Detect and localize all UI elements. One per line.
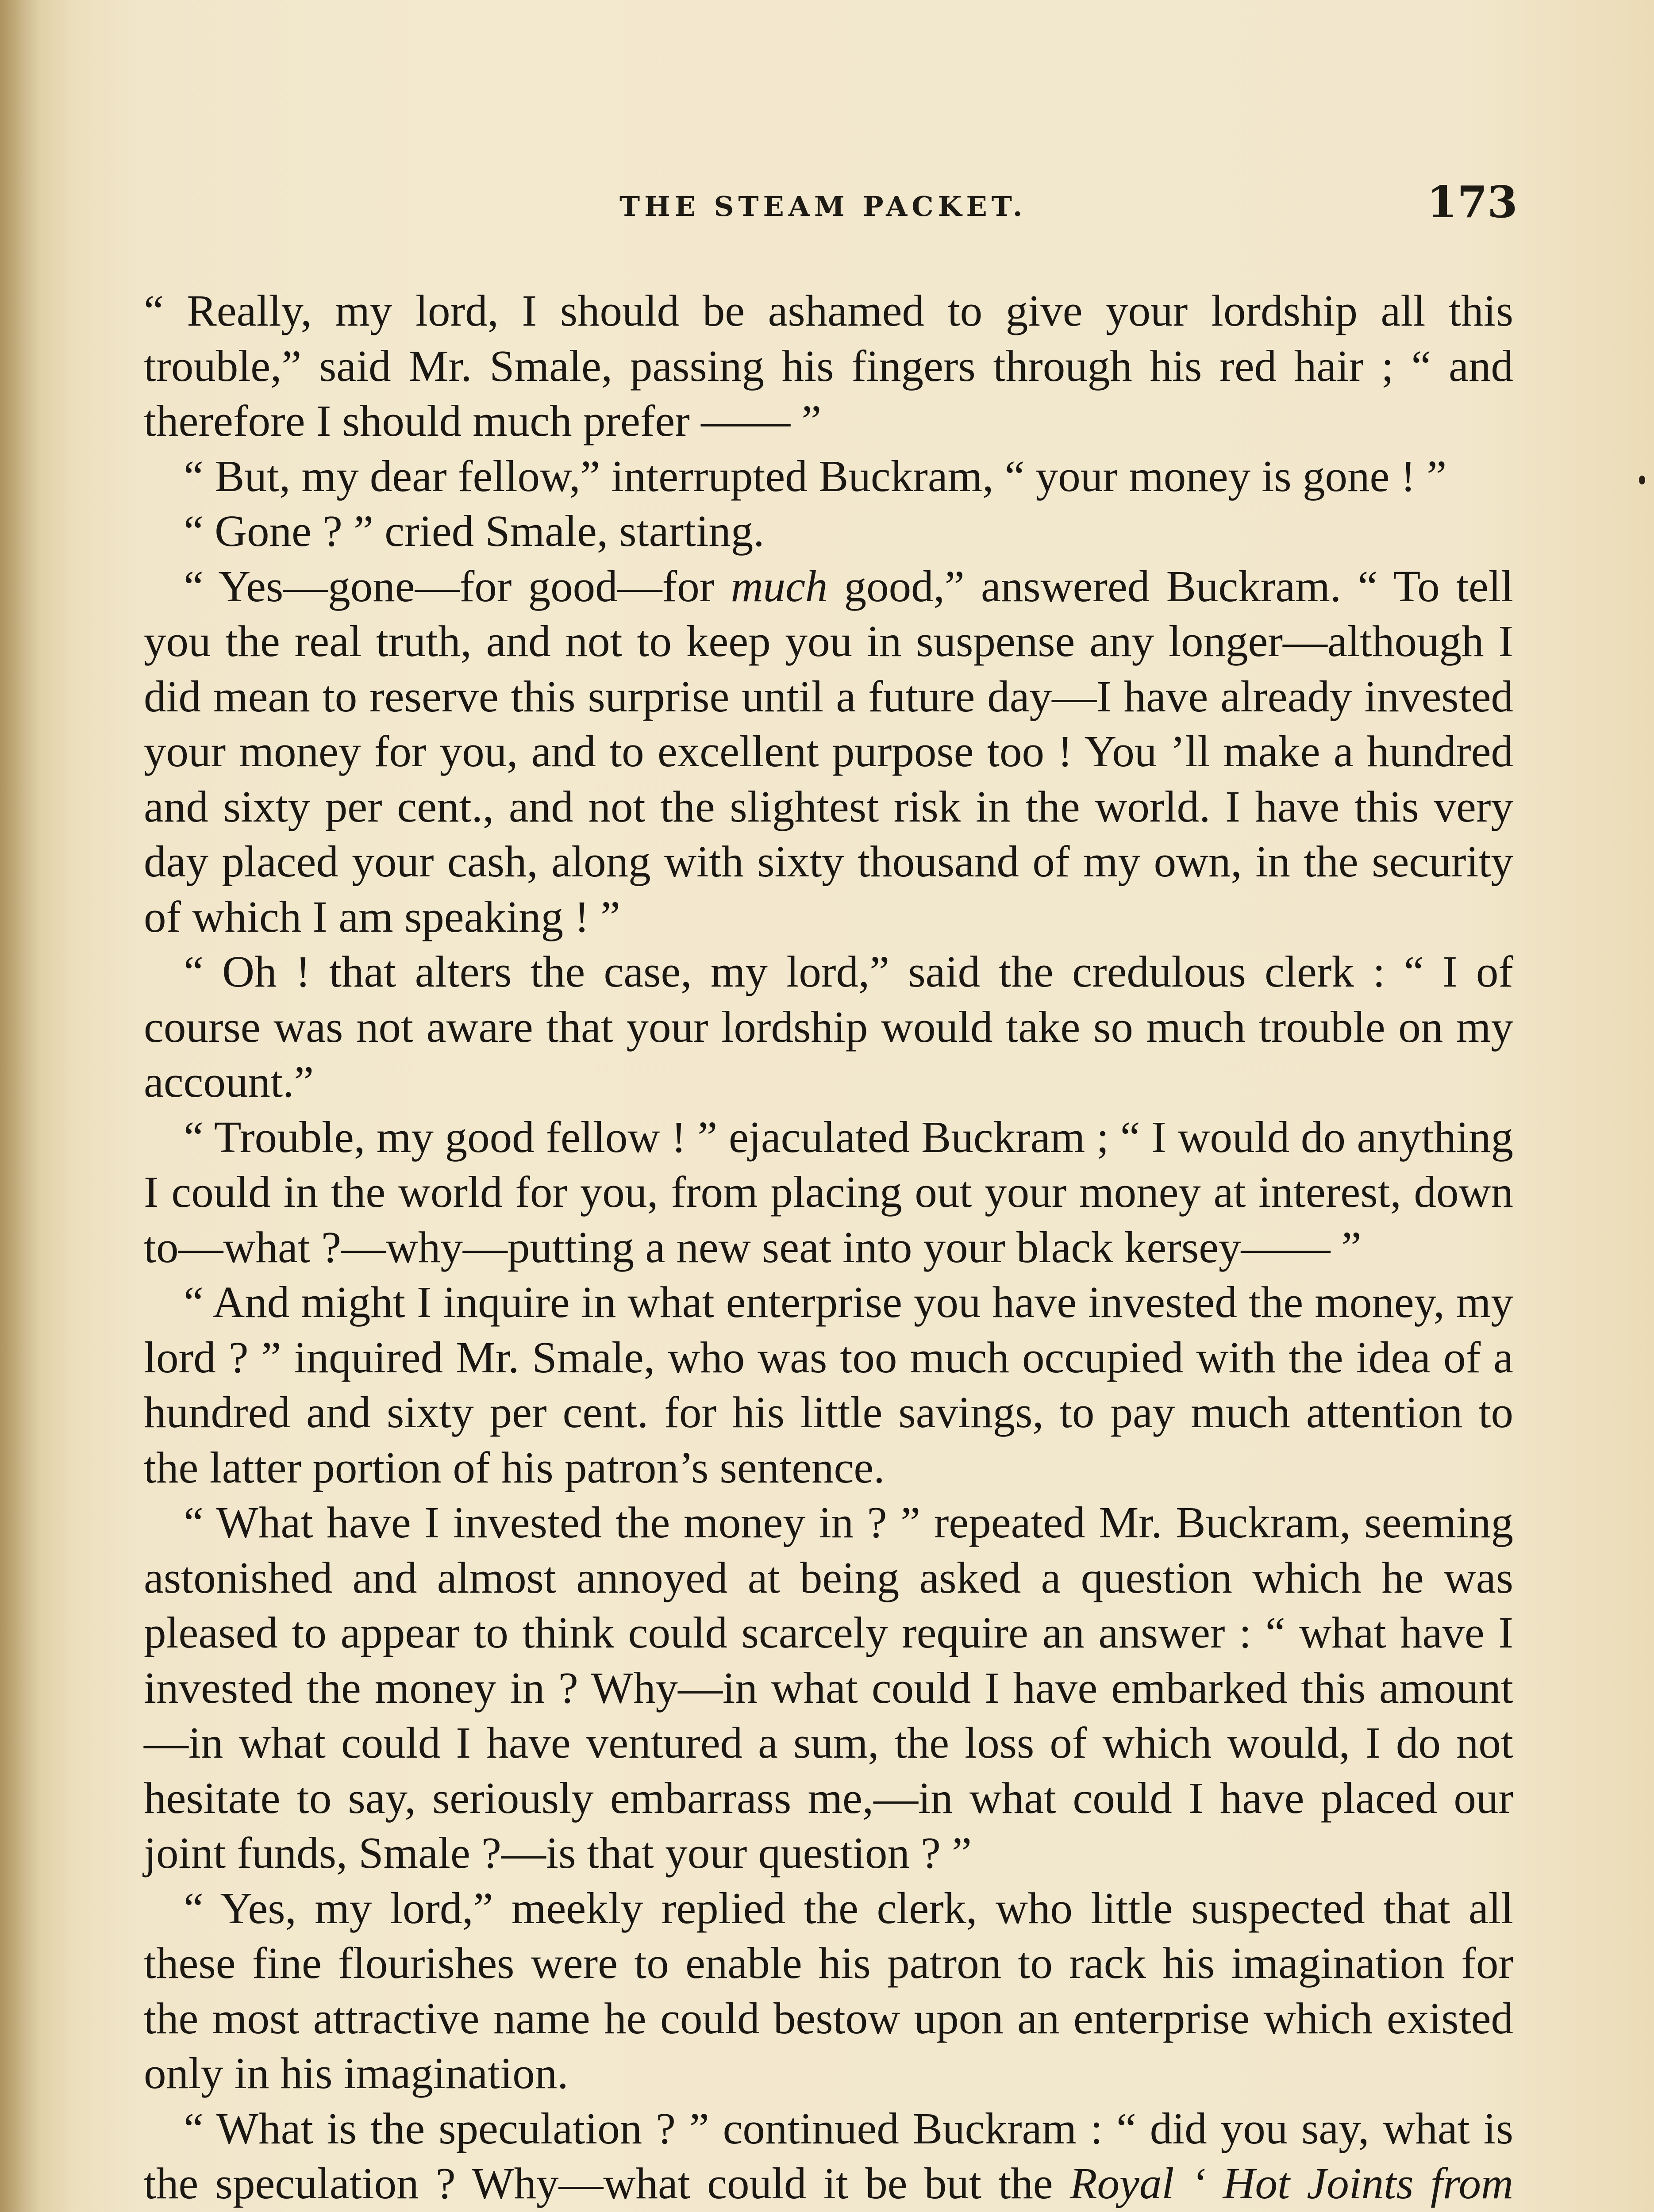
paragraph: “ But, my dear fellow,” interrupted Buckram, “ your money is gone ! ”	[184, 451, 1447, 501]
spine-shadow	[0, 0, 40, 2212]
paragraph: “ Yes, my lord,” meekly replied the clerk, who little suspected that all these fine flourishes were to enable his patron to rack his imagination for the most attractive name he could bestow upon an enterprise which existed only in his imagination.	[144, 1883, 1513, 2098]
paragraph-text: “ Yes—gone—for good—for	[184, 561, 731, 611]
paragraph: “ Oh ! that alters the case, my lord,” said the credulous clerk : “ I of course was not aware that your lordship would take so much trouble on my account.”	[144, 947, 1513, 1106]
paragraph-text: “ What is the speculation ? ” continued Buckram : “ did you say, what is the speculation ? Why—what could it be but the	[144, 2103, 1513, 2208]
paragraph	[144, 559, 1513, 945]
page-number: 173	[1427, 177, 1518, 228]
paragraph	[144, 2101, 1513, 2212]
emphasis-company-name: Royal ‘ Hot Joints from	[1069, 2158, 1513, 2208]
paragraph: “ Trouble, my good fellow ! ” ejaculated Buckram ; “ I would do anything I could in the world for you, from placing out your money at interest, down to—what ?—why—putting a new seat into your black kersey—— ”	[144, 1112, 1513, 1272]
body-text	[144, 283, 1513, 2212]
running-head: THE STEAM PACKET.	[619, 190, 1027, 223]
paragraph: “ Really, my lord, I should be ashamed to give your lordship all this trouble,” said Mr. Smale, passing his fingers through his red hair ; “ and therefore I should much prefer —— ”	[144, 286, 1513, 445]
paragraph: “ And might I inquire in what enterprise you have invested the money, my lord ? ” inquired Mr. Smale, who was too much occupied with the idea of a hundred and sixty per cent. for his little savings, to pay much attention to the latter portion of his patron’s sentence.	[144, 1277, 1513, 1492]
paragraph: “ Gone ? ” cried Smale, starting.	[184, 506, 765, 556]
emphasis: much	[731, 561, 828, 611]
paragraph: “ What have I invested the money in ? ” repeated Mr. Buckram, seeming astonished and almost annoyed at being asked a question which he was pleased to appear to think could scarcely require an answer : “ what have I invested the money in ? Why—in what could I have embarked this amount—in what could I have ventured a sum, the loss of which would, I do not hesitate to say, seriously embarrass me,—in what could I have placed our joint funds, Smale ?—is that your question ? ”	[144, 1498, 1513, 1878]
paragraph-text: good,” answered Buckram. “ To tell you the real truth, and not to keep you in suspense any longer—although I did mean to reserve this surprise until a future day—I have already invested your money for you, and to excellent purpose too ! You ’ll make a hundred and sixty per cent., and not the slightest risk in the world. I have this very day placed your cash, along with sixty thousand of my own, in the security of which I am speaking ! ”	[144, 561, 1513, 941]
ink-speck	[1639, 476, 1645, 484]
